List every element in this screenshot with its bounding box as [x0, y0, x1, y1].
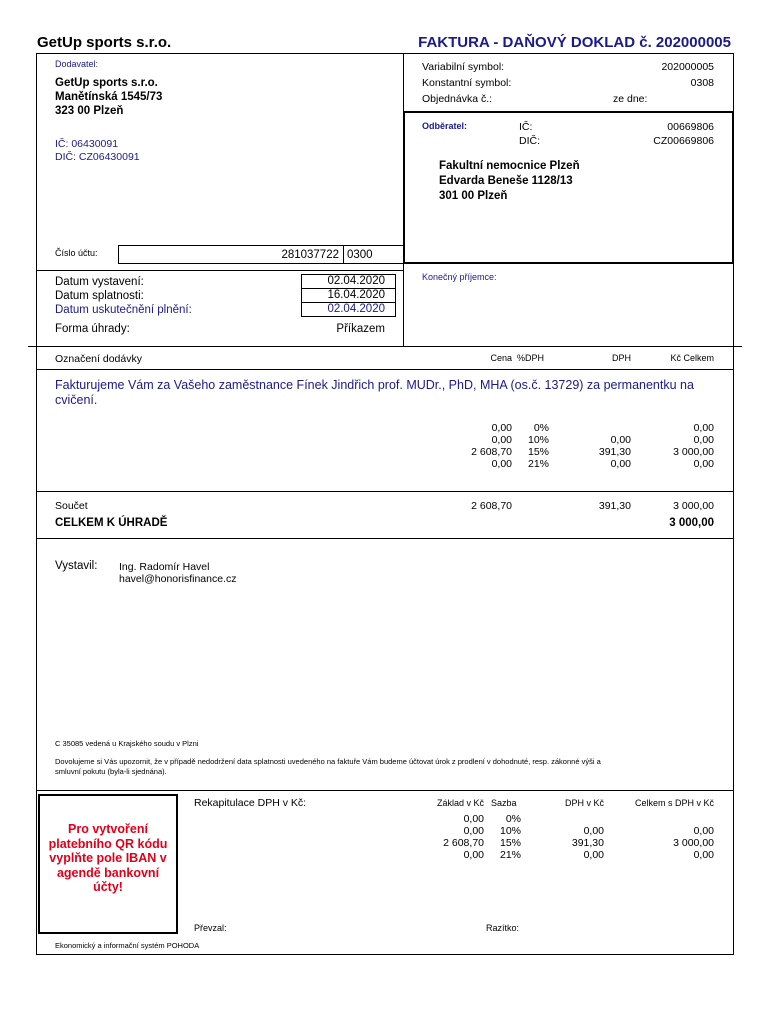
item-vat: 391,30: [598, 446, 631, 458]
recap-vat: 391,30: [571, 837, 604, 849]
item-pct: 21%: [527, 458, 549, 470]
item-pct: 15%: [527, 446, 549, 458]
final-recipient-label: Konečný příjemce:: [422, 272, 497, 282]
recap-col-base: Základ v Kč: [436, 798, 484, 808]
account-label: Číslo účtu:: [55, 248, 98, 258]
qr-notice-line5: účty!: [93, 880, 123, 894]
item-price: 0,00: [491, 434, 512, 446]
invoice-title: FAKTURA - DAŇOVÝ DOKLAD č. 202000005: [418, 34, 731, 51]
bank-code: 0300: [347, 249, 373, 261]
sum-vat: 391,30: [598, 500, 631, 512]
customer-ic-value: 00669806: [667, 121, 714, 133]
item-price: 0,00: [491, 422, 512, 434]
item-total: 0,00: [693, 422, 714, 434]
sum-total: 3 000,00: [673, 500, 714, 512]
customer-dic-label: DIČ:: [519, 135, 540, 147]
customer-box: [403, 111, 734, 264]
item-price: 2 608,70: [471, 446, 512, 458]
issuer-name: Ing. Radomír Havel: [119, 561, 210, 573]
recap-total: 0,00: [693, 849, 714, 861]
recap-rate: 21%: [499, 849, 521, 861]
late-payment-notice-line1: Dovolujeme si Vás upozornit, že v případě nedodržení data splatnosti uvedeného na faktuře Vám budeme účtovat úrok z prodlení v dohodnuté, resp. zákonné výši a: [55, 757, 601, 766]
qr-notice-line1: Pro vytvoření: [68, 822, 148, 836]
totals-bottom-line: [36, 538, 734, 539]
received-by-label: Převzal:: [194, 923, 227, 933]
account-divider: [343, 245, 344, 264]
supplier-name: GetUp sports s.r.o.: [55, 77, 158, 89]
col-vat-pct: %DPH: [517, 353, 545, 363]
customer-street: Edvarda Beneše 1128/13: [439, 175, 573, 187]
items-header-bottom-line: [36, 369, 734, 370]
taxable-date-value: 02.04.2020: [327, 303, 385, 315]
col-designation: Označení dodávky: [55, 353, 142, 365]
qr-notice: [40, 822, 176, 895]
recap-rate: 10%: [499, 825, 521, 837]
stamp-label: Razítko:: [486, 923, 520, 933]
item-description-line2: cvičení.: [55, 393, 98, 407]
item-pct: 0%: [533, 422, 549, 434]
variable-symbol-label: Variabilní symbol:: [422, 61, 505, 73]
item-total: 0,00: [693, 458, 714, 470]
item-price: 0,00: [491, 458, 512, 470]
supplier-city: 323 00 Plzeň: [55, 105, 124, 117]
col-price: Cena: [490, 353, 512, 363]
customer-ic-label: IČ:: [519, 121, 533, 133]
recap-vat: 0,00: [583, 849, 604, 861]
issuer-email: havel@honorisfinance.cz: [119, 573, 237, 585]
payment-form-value: Příkazem: [336, 323, 385, 335]
recap-base: 2 608,70: [443, 837, 484, 849]
grand-total-value: 3 000,00: [669, 517, 714, 529]
col-total: Kč Celkem: [670, 353, 714, 363]
recap-rate: 0%: [505, 813, 521, 825]
item-pct: 10%: [527, 434, 549, 446]
qr-notice-line3: vyplňte pole IBAN v: [49, 851, 167, 865]
recap-rate: 15%: [499, 837, 521, 849]
recap-col-total: Celkem s DPH v Kč: [634, 798, 714, 808]
supplier-street: Manětínská 1545/73: [55, 91, 163, 103]
due-date-value: 16.04.2020: [327, 289, 385, 301]
recap-total: 3 000,00: [673, 837, 714, 849]
issuer-label: Vystavil:: [55, 560, 98, 572]
customer-name: Fakultní nemocnice Plzeň: [439, 160, 580, 172]
recap-base: 0,00: [463, 825, 484, 837]
item-vat: 0,00: [610, 458, 631, 470]
order-label: Objednávka č.:: [422, 93, 493, 105]
constant-symbol-label: Konstantní symbol:: [422, 77, 512, 89]
supplier-ic: IČ: 06430091: [55, 138, 119, 150]
supplier-dic: DIČ: CZ06430091: [55, 151, 140, 163]
late-payment-notice-line2: smluvní pokutu (byla-li sjednána).: [55, 767, 167, 776]
issue-date-value: 02.04.2020: [327, 275, 385, 287]
recap-col-vat: DPH v Kč: [564, 798, 604, 808]
order-date-label: ze dne:: [613, 93, 648, 105]
court-registration: C 35085 vedená u Krajského soudu v Plzni: [55, 739, 199, 748]
dates-top-line: [36, 270, 404, 271]
item-description-line1: Fakturujeme Vám za Vašeho zaměstnance Fínek Jindřich prof. MUDr., PhD, MHA (os.č. 13729) za permanentku na: [55, 378, 694, 392]
company-name-header: GetUp sports s.r.o.: [37, 34, 172, 51]
items-header-line: [28, 346, 742, 347]
due-date-label: Datum splatnosti:: [55, 290, 144, 302]
issue-date-label: Datum vystavení:: [55, 276, 144, 288]
col-vat: DPH: [611, 353, 631, 363]
recap-title: Rekapitulace DPH v Kč:: [194, 797, 307, 809]
payment-form-label: Forma úhrady:: [55, 323, 130, 335]
totals-top-line: [36, 491, 734, 492]
qr-notice-line4: agendě bankovní: [56, 865, 160, 880]
qr-notice-line2: platebního QR kódu: [48, 836, 168, 851]
item-total: 0,00: [693, 434, 714, 446]
item-total: 3 000,00: [673, 446, 714, 458]
footer-system: Ekonomický a informační systém POHODA: [55, 941, 200, 950]
constant-symbol-value: 0308: [690, 77, 714, 89]
recap-total: 0,00: [693, 825, 714, 837]
sum-price: 2 608,70: [471, 500, 512, 512]
grand-total-label: CELKEM K ÚHRADĚ: [55, 517, 168, 529]
supplier-label: Dodavatel:: [55, 59, 99, 69]
recap-vat: 0,00: [583, 825, 604, 837]
sum-label: Součet: [55, 500, 88, 512]
customer-dic-value: CZ00669806: [653, 135, 714, 147]
variable-symbol-value: 202000005: [661, 61, 714, 73]
item-vat: 0,00: [610, 434, 631, 446]
account-number: 281037722: [281, 249, 339, 261]
recap-top-line: [36, 790, 734, 791]
recap-base: 0,00: [463, 813, 484, 825]
recap-base: 0,00: [463, 849, 484, 861]
customer-city: 301 00 Plzeň: [439, 190, 508, 202]
taxable-date-label: Datum uskutečnění plnění:: [55, 304, 192, 316]
customer-label: Odběratel:: [422, 121, 468, 131]
recap-col-rate: Sazba: [491, 798, 517, 808]
